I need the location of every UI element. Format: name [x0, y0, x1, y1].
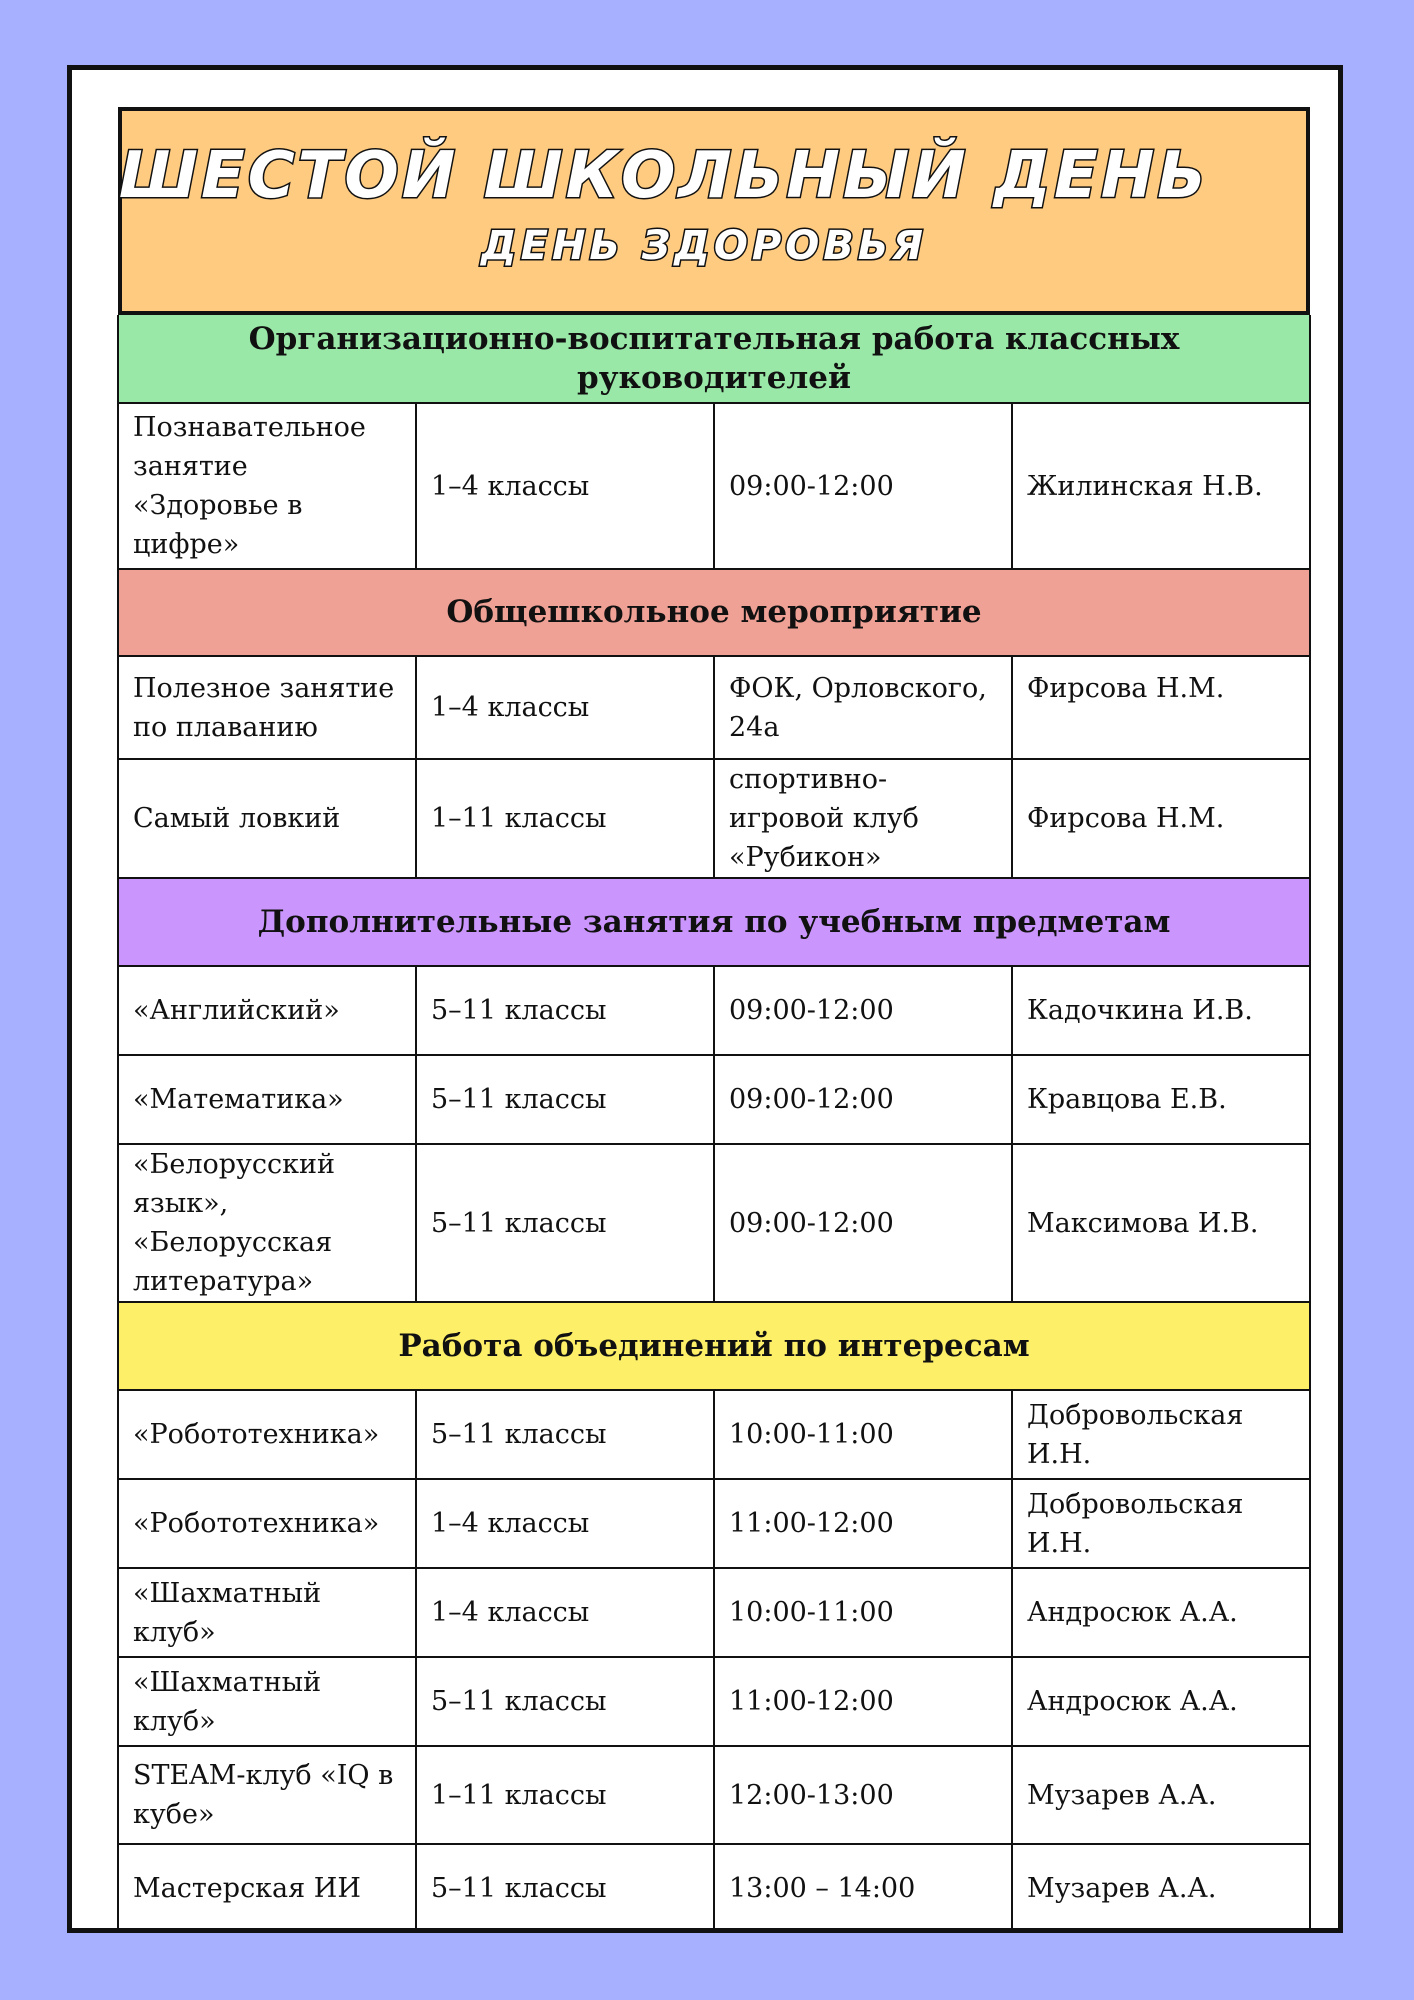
- time-place-cell: 10:00-11:00: [714, 1568, 1012, 1657]
- time-place-cell: ФОК, Орловского, 24а: [714, 656, 1012, 759]
- grades-cell: 1–4 классы: [416, 656, 714, 759]
- activity-cell: STEAM-клуб «IQ в кубе»: [118, 1746, 416, 1844]
- table-row: [118, 656, 1310, 759]
- teacher-cell: Кравцова Е.В.: [1012, 1055, 1310, 1144]
- table-row: [118, 1746, 1310, 1844]
- table-row: [118, 403, 1310, 569]
- section-title: Организационно-воспитательная работа классных руководителей: [118, 315, 1310, 403]
- table-row: [118, 1055, 1310, 1144]
- time-place-cell: 09:00-12:00: [714, 1144, 1012, 1302]
- section-header-row: [118, 315, 1310, 403]
- activity-cell: «Математика»: [118, 1055, 416, 1144]
- grades-cell: 5–11 классы: [416, 1390, 714, 1479]
- teacher-cell: Кадочкина И.В.: [1012, 966, 1310, 1055]
- time-place-cell: спортивно-игровой клуб «Рубикон»: [714, 759, 1012, 878]
- activity-cell: «Робототехника»: [118, 1390, 416, 1479]
- table-row: [118, 966, 1310, 1055]
- schedule-table: [117, 315, 1311, 1933]
- table-row: [118, 1479, 1310, 1568]
- time-place-cell: 09:00-12:00: [714, 1055, 1012, 1144]
- activity-cell: Самый ловкий: [118, 759, 416, 878]
- teacher-cell: Музарев А.А.: [1012, 1844, 1310, 1932]
- time-place-cell: 11:00-12:00: [714, 1657, 1012, 1746]
- teacher-cell: Андросюк А.А.: [1012, 1657, 1310, 1746]
- grades-cell: 1–11 классы: [416, 1746, 714, 1844]
- teacher-cell: Фирсова Н.М.: [1012, 656, 1310, 759]
- time-place-cell: 10:00-11:00: [714, 1390, 1012, 1479]
- activity-cell: «Шахматный клуб»: [118, 1568, 416, 1657]
- table-row: [118, 1144, 1310, 1302]
- poster-subtitle: ДЕНЬ ЗДОРОВЬЯ: [481, 223, 927, 269]
- grades-cell: 1–4 классы: [416, 1479, 714, 1568]
- time-place-cell: 12:00-13:00: [714, 1746, 1012, 1844]
- time-place-cell: 09:00-12:00: [714, 966, 1012, 1055]
- section-header-row: [118, 878, 1310, 966]
- activity-cell: «Шахматный клуб»: [118, 1657, 416, 1746]
- section-title: Дополнительные занятия по учебным предметам: [118, 878, 1310, 966]
- teacher-cell: Добровольская И.Н.: [1012, 1479, 1310, 1568]
- teacher-cell: Фирсова Н.М.: [1012, 759, 1310, 878]
- time-place-cell: 13:00 – 14:00: [714, 1844, 1012, 1932]
- table-row: [118, 1844, 1310, 1932]
- teacher-cell: Андросюк А.А.: [1012, 1568, 1310, 1657]
- section-title: Общешкольное мероприятие: [118, 569, 1310, 656]
- teacher-cell: Музарев А.А.: [1012, 1746, 1310, 1844]
- grades-cell: 5–11 классы: [416, 1144, 714, 1302]
- activity-cell: «Белорусский язык», «Белорусская литература»: [118, 1144, 416, 1302]
- poster-title: ШЕСТОЙ ШКОЛЬНЫЙ ДЕНЬ: [118, 139, 1210, 213]
- teacher-cell: Добровольская И.Н.: [1012, 1390, 1310, 1479]
- grades-cell: 5–11 классы: [416, 1055, 714, 1144]
- table-row: [118, 759, 1310, 878]
- activity-cell: Мастерская ИИ: [118, 1844, 416, 1932]
- section-title: Работа объединений по интересам: [118, 1302, 1310, 1390]
- activity-cell: Полезное занятие по плаванию: [118, 656, 416, 759]
- grades-cell: 1–11 классы: [416, 759, 714, 878]
- activity-cell: «Робототехника»: [118, 1479, 416, 1568]
- grades-cell: 1–4 классы: [416, 1568, 714, 1657]
- teacher-cell: Жилинская Н.В.: [1012, 403, 1310, 569]
- activity-cell: Познавательное занятие «Здоровье в цифре»: [118, 403, 416, 569]
- grades-cell: 1–4 классы: [416, 403, 714, 569]
- section-header-row: [118, 569, 1310, 656]
- grades-cell: 5–11 классы: [416, 1844, 714, 1932]
- time-place-cell: 11:00-12:00: [714, 1479, 1012, 1568]
- teacher-cell: Максимова И.В.: [1012, 1144, 1310, 1302]
- table-row: [118, 1390, 1310, 1479]
- section-header-row: [118, 1302, 1310, 1390]
- grades-cell: 5–11 классы: [416, 966, 714, 1055]
- poster-header: [118, 107, 1310, 315]
- grades-cell: 5–11 классы: [416, 1657, 714, 1746]
- table-row: [118, 1657, 1310, 1746]
- time-place-cell: 09:00-12:00: [714, 403, 1012, 569]
- activity-cell: «Английский»: [118, 966, 416, 1055]
- table-row: [118, 1568, 1310, 1657]
